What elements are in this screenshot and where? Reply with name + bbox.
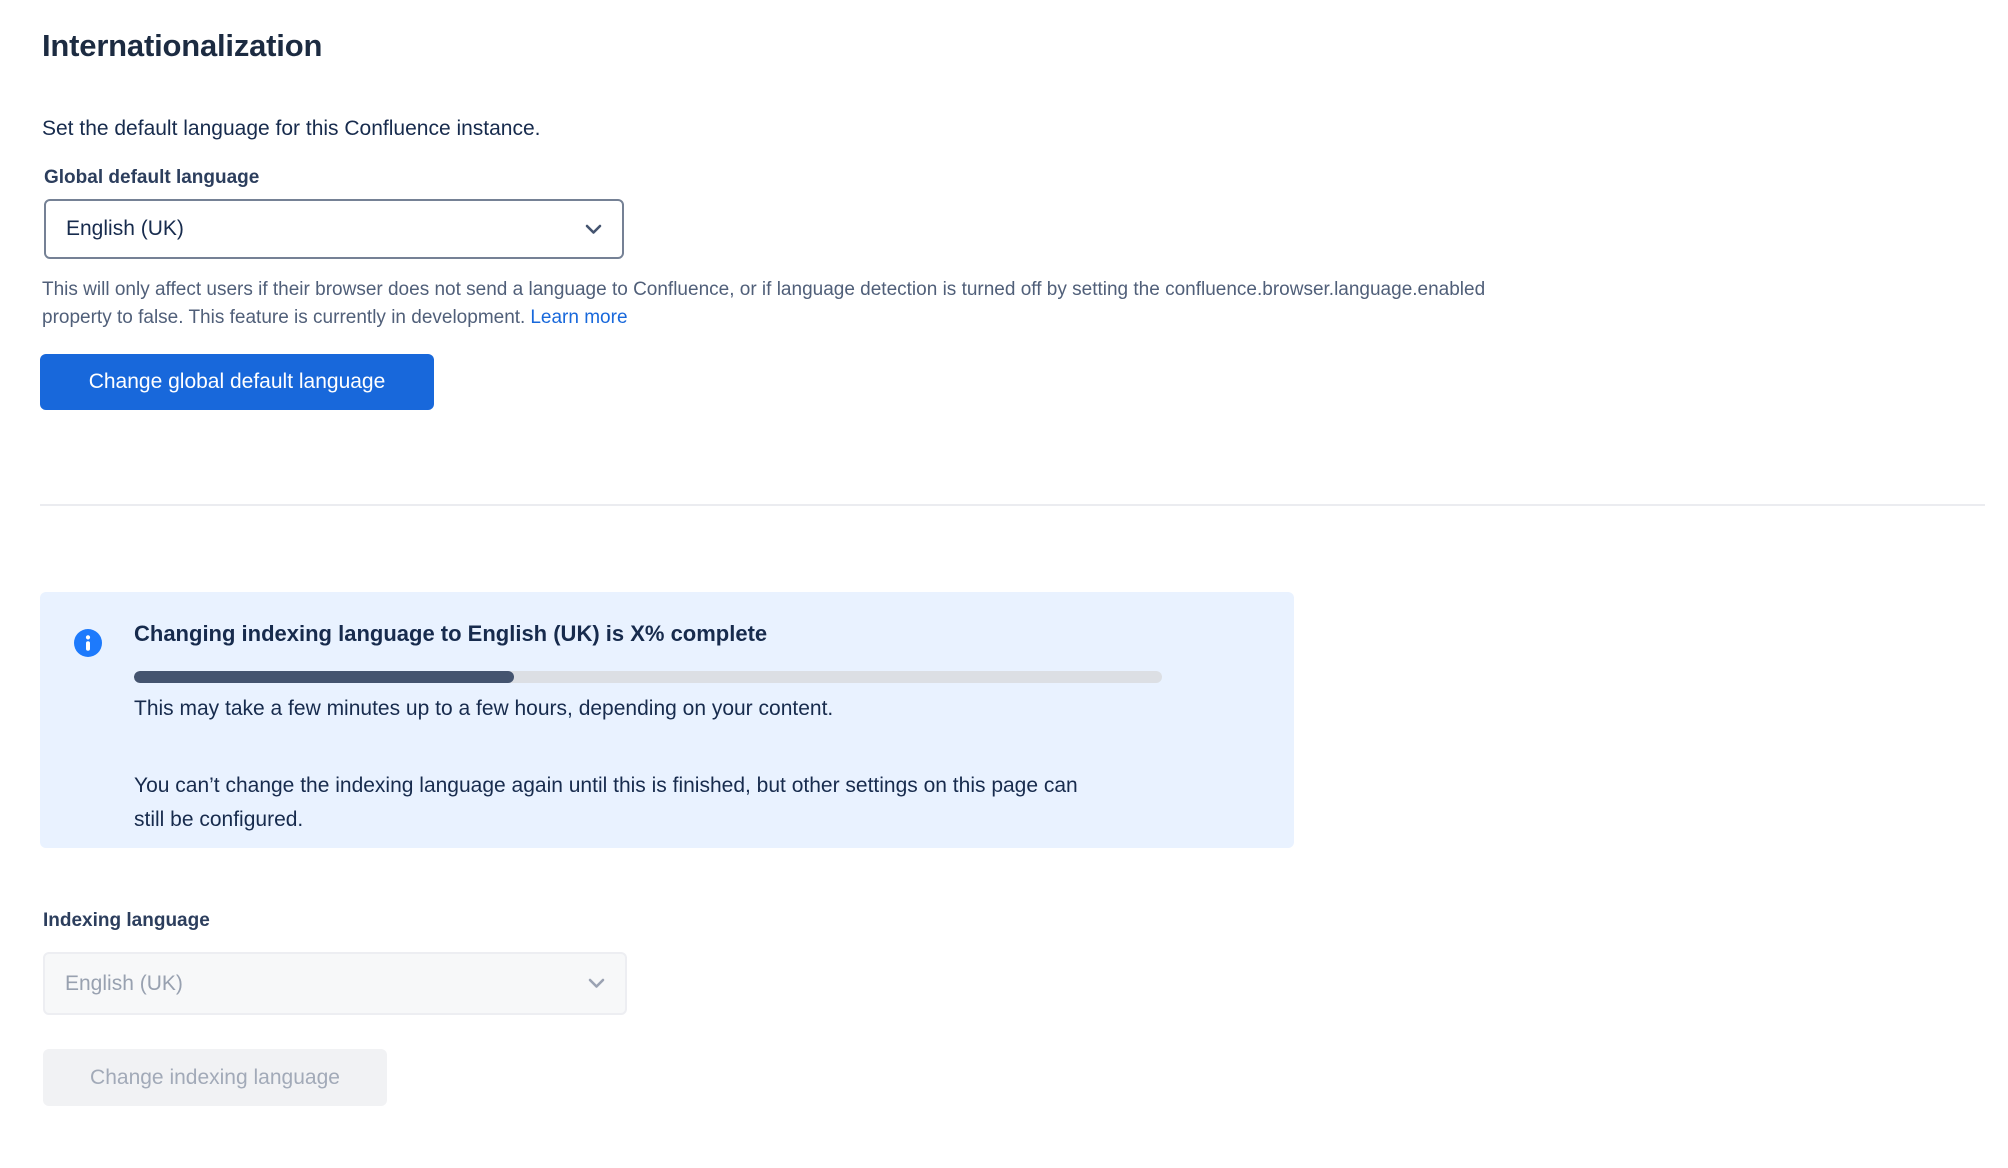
indexing-progress-title: Changing indexing language to English (UK) is X% complete <box>134 621 768 646</box>
indexing-language-select <box>43 952 627 1015</box>
global-default-language-value: English (UK) <box>66 217 184 240</box>
indexing-progress-note-duration: This may take a few minutes up to a few hours, depending on your content. <box>134 697 834 720</box>
change-global-default-language-button[interactable]: Change global default language <box>40 354 434 410</box>
info-icon <box>74 629 102 657</box>
page-title: Internationalization <box>42 28 323 63</box>
help-line-2: property to false. This feature is currently in development. <box>42 307 526 328</box>
chevron-down-icon <box>585 224 602 235</box>
progress-fill <box>134 671 514 683</box>
indexing-language-value: English (UK) <box>65 971 183 995</box>
page-subtitle: Set the default language for this Confluence instance. <box>42 117 541 140</box>
change-indexing-language-button: Change indexing language <box>43 1049 387 1106</box>
learn-more-link[interactable]: Learn more <box>530 307 628 328</box>
help-line-1: This will only affect users if their browser does not send a language to Confluence, or if language detection is turned off by setting the confluence.browser.language.enabled <box>42 279 1486 300</box>
indexing-language-label: Indexing language <box>43 910 210 931</box>
lock-note-line-1: You can’t change the indexing language again until this is finished, but other settings on this page can <box>134 774 1078 797</box>
global-language-help-text <box>42 276 1762 332</box>
global-default-language-select[interactable] <box>44 199 624 259</box>
chevron-down-icon <box>588 978 605 989</box>
global-default-language-label: Global default language <box>44 167 260 188</box>
lock-note-line-2: still be configured. <box>134 808 304 831</box>
indexing-progress-panel <box>40 592 1294 848</box>
indexing-progress-bar <box>134 671 1162 683</box>
indexing-progress-note-lock <box>134 769 1078 837</box>
section-divider <box>40 504 1985 506</box>
